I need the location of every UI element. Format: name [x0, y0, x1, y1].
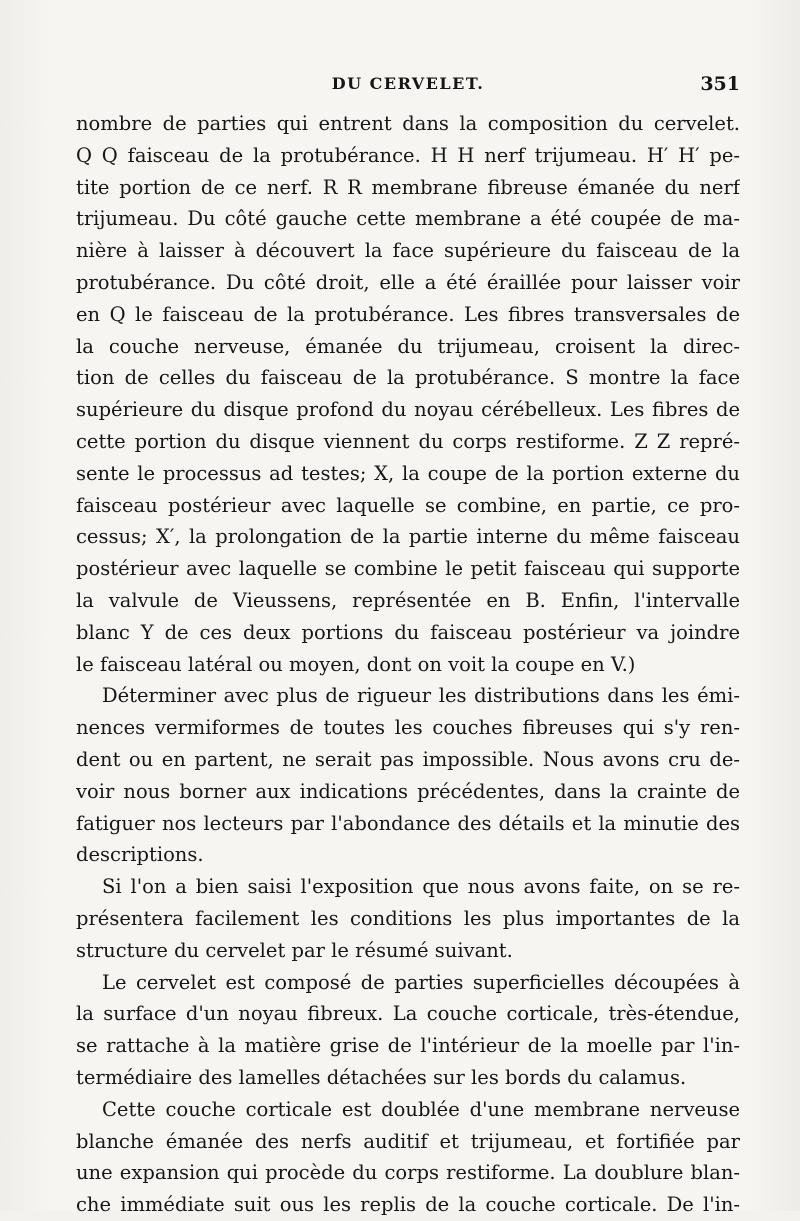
- page-header: [76, 74, 740, 100]
- text-line: postérieur avec laquelle se combine le petit faisceau qui supporte: [76, 557, 740, 581]
- page-number: 351: [700, 73, 740, 95]
- text-line: tite portion de ce nerf. R R membrane fibreuse émanée du nerf: [76, 175, 740, 199]
- text-line: cette portion du disque viennent du corps restiforme. Z Z repré-: [76, 429, 740, 453]
- text-line: cessus; X′, la prolongation de la partie interne du même faisceau: [76, 525, 740, 549]
- text-line: présentera facilement les conditions les plus importantes de la: [76, 906, 740, 930]
- text-line: Q Q faisceau de la protubérance. H H nerf trijumeau. H′ H′ pe-: [76, 143, 740, 167]
- text-line: Déterminer avec plus de rigueur les distributions dans les émi-: [102, 684, 740, 708]
- text-line: nences vermiformes de toutes les couches fibreuses qui s'y ren-: [76, 716, 740, 740]
- text-line: trijumeau. Du côté gauche cette membrane a été coupée de ma-: [76, 207, 740, 231]
- running-title: DU CERVELET.: [331, 74, 485, 93]
- text-line: le faisceau latéral ou moyen, dont on voit la coupe en V.): [76, 652, 636, 676]
- text-line: Cette couche corticale est doublée d'une membrane nerveuse: [102, 1097, 740, 1121]
- text-line: en Q le faisceau de la protubérance. Les fibres transversales de: [76, 302, 740, 326]
- text-line: tion de celles du faisceau de la protubérance. S montre la face: [76, 366, 740, 390]
- text-line: sente le processus ad testes; X, la coupe de la portion externe du: [76, 461, 740, 485]
- text-line: dent ou en partent, ne serait pas impossible. Nous avons cru de-: [76, 747, 740, 771]
- text-line: blanche émanée des nerfs auditif et trijumeau, et fortifiée par: [76, 1129, 740, 1153]
- text-line: Le cervelet est composé de parties superficielles découpées à: [102, 970, 740, 994]
- text-line: Si l'on a bien saisi l'exposition que nous avons faite, on se re-: [102, 875, 740, 899]
- text-line: une expansion qui procède du corps restiforme. La doublure blan-: [76, 1161, 740, 1185]
- text-line: blanc Y de ces deux portions du faisceau postérieur va joindre: [76, 620, 740, 644]
- text-line: voir nous borner aux indications précédentes, dans la crainte de: [76, 779, 740, 803]
- text-line: che immédiate suit ous les replis de la couche corticale. De l'in-: [76, 1193, 740, 1217]
- text-line: fatiguer nos lecteurs par l'abondance des détails et la minutie des: [76, 811, 740, 835]
- text-line: faisceau postérieur avec laquelle se combine, en partie, ce pro-: [76, 493, 740, 517]
- text-line: supérieure du disque profond du noyau cérébelleux. Les fibres de: [76, 398, 740, 422]
- text-line: la surface d'un noyau fibreux. La couche corticale, très-étendue,: [76, 1002, 740, 1026]
- text-line: se rattache à la matière grise de l'intérieur de la moelle par l'in-: [76, 1034, 740, 1058]
- text-line: la couche nerveuse, émanée du trijumeau, croisent la direc-: [76, 334, 740, 358]
- text-line: descriptions.: [76, 843, 204, 867]
- text-line: nombre de parties qui entrent dans la composition du cervelet.: [76, 112, 740, 135]
- body-text: [76, 108, 740, 1221]
- text-line: structure du cervelet par le résumé suivant.: [76, 938, 513, 962]
- text-line: protubérance. Du côté droit, elle a été éraillée pour laisser voir: [76, 270, 740, 294]
- text-line: la valvule de Vieussens, représentée en B. Enfin, l'intervalle: [76, 588, 740, 612]
- text-line: nière à laisser à découvert la face supérieure du faisceau de la: [76, 239, 740, 263]
- text-line: termédiaire des lamelles détachées sur les bords du calamus.: [76, 1065, 687, 1089]
